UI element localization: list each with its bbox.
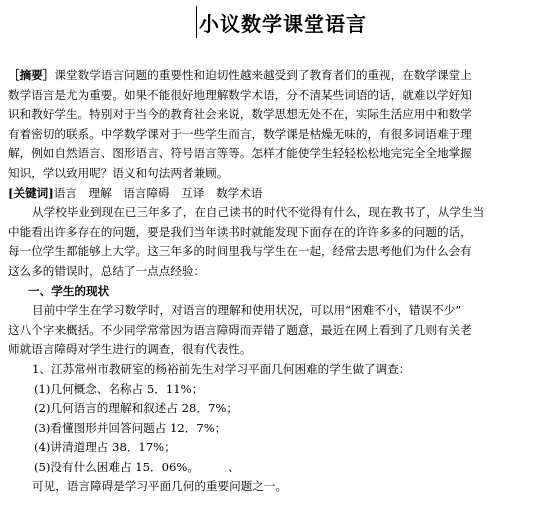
intro-line-1: 从学校毕业到现在已三年多了，在自己读书的时代不觉得有什么，现在教书了，从学生当 <box>32 205 485 220</box>
section-para-line-3: 师就语言障碍对学生进行的调查，很有代表性。 <box>8 342 252 357</box>
abstract-line-5: 解，例如自然语言、图形语言、符号语言等等。怎样才能使学生轻轻松松地完完全全地掌握 <box>8 146 472 161</box>
survey-item-5: (5)没有什么困难占 15．06%。 、 <box>34 459 240 474</box>
section-para-line-1: 目前中学生在学习数学时，对语言的理解和使用状况，可以用“困难不小，错误不少” <box>32 303 462 318</box>
abstract-text: 课堂数学语言问题的重要性和迫切性越来越受到了教育者们的重视，在数学课堂上 <box>54 68 472 82</box>
abstract-line-2: 数学语言是尤为重要。如果不能很好地理解数学术语，分不清某些词语的话，就难以学好知 <box>8 87 472 102</box>
abstract-line-3: 识和教好学生。特别对于当今的教育社会来说，数学思想无处不在，实际生活应用中和数学 <box>8 107 472 122</box>
document-body <box>8 66 558 497</box>
intro-line-4: 这么多的错误时，总结了一点点经验： <box>8 263 206 278</box>
survey-item-4: (4)讲清道理占 38．17%； <box>34 440 176 455</box>
keywords-text: 语言 理解 语言障碍 互译 数学术语 <box>53 185 263 200</box>
survey-item-1: (1)几何概念、名称占 5．11%； <box>34 381 204 396</box>
keywords-label: [关键词] <box>8 185 54 200</box>
survey-conclusion: 可见，语言障碍是学习平面几何的重要问题之一。 <box>32 479 288 494</box>
abstract-line-6: 知识，学以致用呢？语义和句法两者兼顾。 <box>8 165 229 180</box>
abstract-label: ［摘要］ <box>8 68 55 82</box>
intro-line-3: 每一位学生都能够上大学。这三年多的时间里我与学生在一起，经常去思考他们为什么会有 <box>8 244 472 259</box>
intro-line-2: 中能看出许多存在的问题，要是我们当年读书时就能发现下面存在的许许多多的问题的话， <box>8 224 472 239</box>
section-heading: 一、学生的现状 <box>28 283 110 298</box>
survey-item-2: (2)几何语言的理解和叙述占 28．7%； <box>34 401 238 416</box>
text-cursor <box>196 6 197 38</box>
abstract-line-1 <box>8 66 558 86</box>
page-title: 小议数学课堂语言 <box>199 11 367 36</box>
abstract-line-4: 有着密切的联系。中学数学课对于一些学生而言，数学课是枯燥无味的，有很多词语难于理 <box>8 126 472 141</box>
survey-item-3: (3)看懂图形并回答问题占 12．7%； <box>34 420 227 435</box>
survey-intro: 1、江苏常州市教研室的杨裕前先生对学习平面几何困难的学生做了调查： <box>32 361 411 376</box>
title-area <box>196 4 367 40</box>
keywords-line <box>8 184 558 204</box>
section-para-line-2: 这八个字来概括。不少同学常常因为语言障碍而弄错了题意，最近在网上看到了几则有关老 <box>8 322 472 337</box>
